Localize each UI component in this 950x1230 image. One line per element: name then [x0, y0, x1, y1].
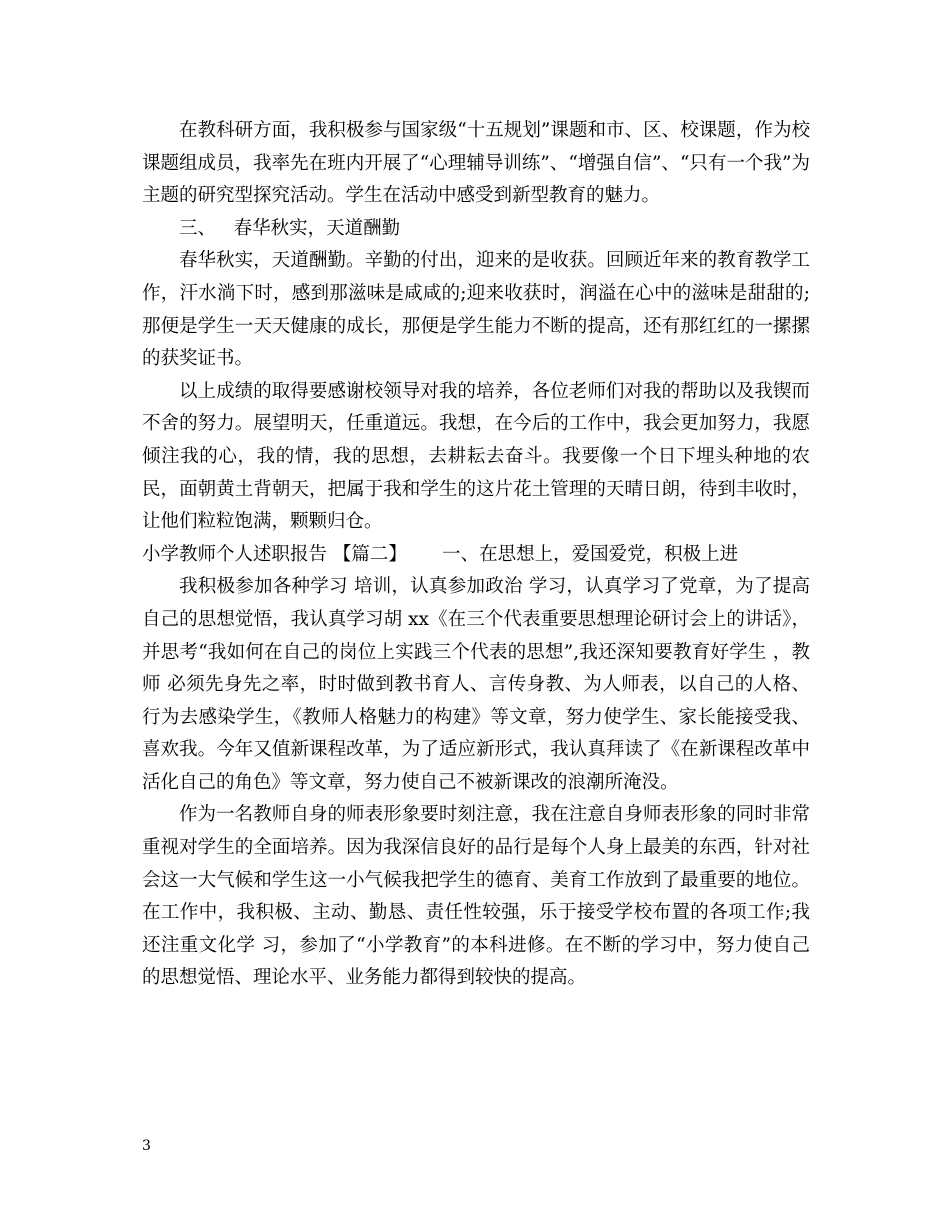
paragraph-research: 在教科研方面，我积极参与国家级“十五规划”课题和市、区、校课题，作为校课题组成员，我率先在班内开展了“心理辅导训练”、“增强自信”、“只有一个我”为主题的研究型探究活动。学生在活动中感受到新型教育的魅力。 — [142, 120, 810, 207]
report-title-line: 小学教师个人述职报告 【篇二】 一、在思想上，爱国爱党，积极上进 — [142, 543, 739, 565]
paragraph-harvest: 春华秋实，天道酬勤。辛勤的付出，迎来的是收获。回顾近年来的教育教学工作，汗水淌下时，感到那滋味是咸咸的;迎来收获时，润溢在心中的滋味是甜甜的;那便是学生一天天健康的成长，那便是学生能力不断的提高，还有那红红的一摞摞的获奖证书。 — [142, 250, 810, 370]
document-body — [142, 115, 810, 995]
paragraph-study: 我积极参加各种学习 培训，认真参加政治 学习，认真学习了党章，为了提高自己的思想觉悟，我认真学习胡 xx《在三个代表重要思想理论研讨会上的讲话》，并思考“我如何在自己的岗位上实践三个代表的思想”,我还深知要教育好学生 ，教师 必须先身先之率，时时做到教书育人、言传身教、为人师表，以自己的人格、行为去感染学生，《教师人格魅力的构建》等文章，努力使学生、家长能接受我、喜欢我。今年又值新课程改革，为了适应新形式，我认真拜读了《在新课程改革中活化自己的角色》等文章，努力使自己不被新课改的浪潮所淹没。 — [142, 576, 810, 793]
page-number: 3 — [142, 1138, 151, 1154]
paragraph-image: 作为一名教师自身的师表形象要时刻注意，我在注意自身师表形象的同时非常重视对学生的全面培养。因为我深信良好的品行是每个人身上最美的东西，针对社会这一大气候和学生这一小气候我把学生的德育、美育工作放到了最重要的地位。在工作中，我积极、主动、勤恳、责任性较强，乐于接受学校布置的各项工作;我还注重文化学 习，参加了“小学教育”的本科进修。在不断的学习中，努力使自己的思想觉悟、理论水平、业务能力都得到较快的提高。 — [142, 804, 810, 989]
section-heading-three: 三、 春华秋实，天道酬勤 — [179, 217, 401, 239]
paragraph-thanks: 以上成绩的取得要感谢校领导对我的培养，各位老师们对我的帮助以及我锲而不舍的努力。展望明天，任重道远。我想，在今后的工作中，我会更加努力，我愿倾注我的心，我的情，我的思想，去耕耘去奋斗。我要像一个日下埋头种地的农民，面朝黄土背朝天，把属于我和学生的这片花土管理的天晴日朗，待到丰收时，让他们粒粒饱满，颗颗归仓。 — [142, 380, 810, 533]
